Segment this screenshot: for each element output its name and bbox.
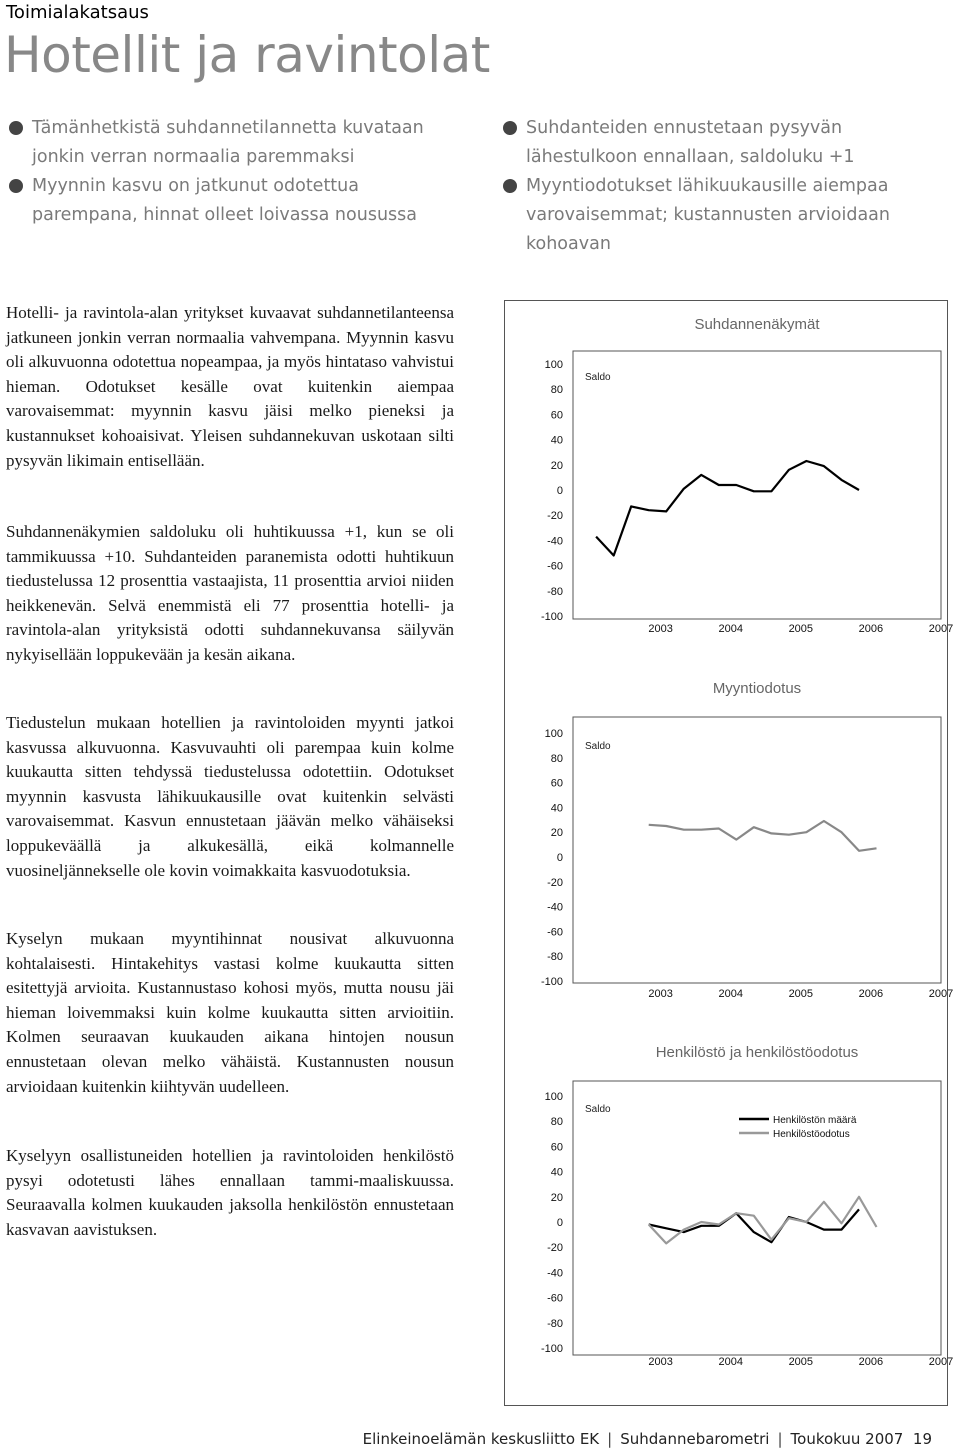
bullet-icon xyxy=(503,179,517,193)
chart-svg xyxy=(505,1031,954,1405)
y-axis-label: Saldo xyxy=(585,741,611,752)
x-tick-label: 2007 xyxy=(928,623,954,635)
y-tick-label: 100 xyxy=(544,1091,563,1103)
plot-area xyxy=(573,1081,941,1355)
chart-henkilosto xyxy=(505,1031,954,1405)
y-tick-label: -60 xyxy=(547,1292,563,1305)
x-tick-label: 2005 xyxy=(788,1356,814,1368)
y-tick-label: -100 xyxy=(540,611,563,623)
y-tick-label: -20 xyxy=(547,876,563,889)
y-tick-label: -60 xyxy=(547,560,563,573)
highlights-right xyxy=(502,114,942,259)
y-tick-label: 60 xyxy=(550,1141,563,1154)
y-tick-label: -20 xyxy=(547,1242,563,1255)
highlight-text: Suhdanteiden ennustetaan pysyvän lähestulkoon ennallaan, saldoluku +1 xyxy=(526,118,855,167)
x-tick-label: 2004 xyxy=(718,988,743,1000)
y-tick-label: -80 xyxy=(547,585,563,598)
section-label: Toimialakatsaus xyxy=(6,2,149,23)
body-paragraph: Kyselyn mukaan myyntihinnat nousivat alkuvuonna kohtalaisesti. Hintakehitys vastasi kolme kuukautta sitten esitettyjä arvioita. Kustannustaso kohosi myös, mutta nousu jäi hieman loivemmaksi kuin kolme kuukautta sitten arvioitiin. Kolmen seuraavan kuukauden aikana hintojen nousun ennustetaan olevan melko vähäistä. Kustannusten nousun arvioidaan kuitenkin kiihtyvän uudelleen. xyxy=(6,929,454,1096)
plot-area xyxy=(573,717,941,983)
x-tick-label: 2003 xyxy=(648,1356,673,1368)
y-axis-label: Saldo xyxy=(585,372,611,383)
y-tick-label: -40 xyxy=(547,535,563,548)
x-tick-label: 2005 xyxy=(788,988,814,1000)
x-tick-label: 2006 xyxy=(858,1356,884,1368)
x-tick-label: 2004 xyxy=(718,1356,743,1368)
y-tick-label: 0 xyxy=(556,852,563,864)
highlight-item xyxy=(502,172,942,259)
chart-myyntiodotus xyxy=(505,667,954,1031)
y-tick-label: 0 xyxy=(556,1217,563,1229)
y-tick-label: -60 xyxy=(547,926,563,939)
bullet-icon xyxy=(9,179,23,193)
series-line xyxy=(596,461,859,556)
legend-label: Henkilöstöodotus xyxy=(773,1129,850,1140)
highlight-text: Tämänhetkistä suhdannetilannetta kuvataan jonkin verran normaalia paremmaksi xyxy=(32,118,424,167)
y-tick-label: -80 xyxy=(547,1317,563,1330)
chart-title: Henkilöstö ja henkilöstöodotus xyxy=(655,1044,859,1061)
x-tick-label: 2003 xyxy=(648,988,673,1000)
footer-separator: | xyxy=(607,1430,613,1448)
y-tick-label: -40 xyxy=(547,1267,563,1280)
y-tick-label: 20 xyxy=(550,1191,563,1204)
charts-panel xyxy=(504,300,954,1406)
chart-svg xyxy=(505,301,954,667)
y-tick-label: 100 xyxy=(544,359,563,371)
chart-title: Suhdannenäkymät xyxy=(694,316,820,333)
chart-suhdannenakymat xyxy=(505,301,954,667)
y-tick-label: 20 xyxy=(550,459,563,472)
plot-area xyxy=(573,351,941,619)
highlight-item xyxy=(8,172,448,230)
page-title: Hotellit ja ravintolat xyxy=(4,26,490,84)
x-tick-label: 2007 xyxy=(928,1356,954,1368)
highlight-text: Myynnin kasvu on jatkunut odotettua parempana, hinnat olleet loivassa nousussa xyxy=(32,176,417,225)
y-tick-label: 20 xyxy=(550,827,563,840)
y-tick-label: 40 xyxy=(550,802,563,815)
chart-svg xyxy=(505,667,954,1031)
highlights-left xyxy=(8,114,448,230)
series-line xyxy=(649,1209,859,1242)
body-paragraph: Tiedustelun mukaan hotellien ja ravintoloiden myynti jatkoi kasvussa alkuvuonna. Kasvuvauhti oli parempaa kuin kolme kuukautta sitten tehdyssä tiedustelussa odotettiin. Odotukset myynnin kasvusta lähikuukausille ovat kuitenkin selvästi varovaisemmat. Kasvun ennustetaan jäävän melko vähäiseksi loppukeväällä ja alkukesällä, eikä kolmannelle vuosineljännekselle ole kovin voimakkaita kasvuodotuksia. xyxy=(6,713,454,880)
y-tick-label: -20 xyxy=(547,510,563,523)
page-footer xyxy=(363,1430,932,1448)
y-axis-label: Saldo xyxy=(585,1104,611,1115)
x-tick-label: 2003 xyxy=(648,623,673,635)
y-tick-label: -40 xyxy=(547,901,563,914)
page-number: 19 xyxy=(912,1430,932,1448)
highlight-item xyxy=(8,114,448,172)
y-tick-label: 80 xyxy=(550,384,563,397)
body-paragraph: Suhdannenäkymien saldoluku oli huhtikuussa +1, kun se oli tammikuussa +10. Suhdanteiden paranemista odotti huhtikuun tiedustelussa 12 prosenttia vastaajista, 11 prosenttia arvioi niiden heikkenevän. Selvä enemmistä eli 77 prosenttia hotelli- ja ravintola-alan yrityksistä odotti suhdannekuvansa säilyvän nykyisellään loppukevään ja kesän aikana. xyxy=(6,522,454,664)
x-tick-label: 2005 xyxy=(788,623,814,635)
x-tick-label: 2007 xyxy=(928,988,954,1000)
highlight-text: Myyntiodotukset lähikuukausille aiempaa varovaisemmat; kustannusten arvioidaan kohoavan xyxy=(526,176,890,254)
y-tick-label: 40 xyxy=(550,1166,563,1179)
y-tick-label: -100 xyxy=(540,1343,563,1355)
y-tick-label: -100 xyxy=(540,976,563,988)
chart-title: Myyntiodotus xyxy=(712,680,802,697)
bullet-icon xyxy=(503,121,517,135)
y-tick-label: 80 xyxy=(550,1116,563,1129)
y-tick-label: 40 xyxy=(550,434,563,447)
y-tick-label: 100 xyxy=(544,728,563,740)
body-paragraph: Kyselyyn osallistuneiden hotellien ja ravintoloiden henkilöstö pysyi odotetusti lähes ennallaan tammi-maaliskuussa. Seuraavalla kolmen kuukauden jaksolla henkilöstön ennustetaan kasvavan aavistuksen. xyxy=(6,1146,454,1239)
highlight-item xyxy=(502,114,942,172)
bullet-icon xyxy=(9,121,23,135)
y-tick-label: 0 xyxy=(556,485,563,497)
x-tick-label: 2006 xyxy=(858,623,884,635)
y-tick-label: -80 xyxy=(547,951,563,964)
footer-separator: | xyxy=(777,1430,783,1448)
x-tick-label: 2004 xyxy=(718,623,743,635)
x-tick-label: 2006 xyxy=(858,988,884,1000)
footer-date: Toukokuu 2007 xyxy=(790,1430,904,1448)
y-tick-label: 60 xyxy=(550,409,563,422)
body-paragraph: Hotelli- ja ravintola-alan yritykset kuvaavat suhdannetilanteensa jatkuneen jonkin verran normaalia vahvempana. Myynnin kasvu oli alkuvuonna odotettua nopeampaa, ja myös hintataso vahvistui hieman. Odotukset kesälle ovat kuitenkin aiempaa varovaisemmat: myynnin kasvu jäisi melko pieneksi ja kustannukset kohoaisivat. Yleisen suhdannekuvan uskotaan silti pysyvän likimain entisellään. xyxy=(6,303,454,470)
legend-label: Henkilöstön määrä xyxy=(773,1115,857,1126)
y-tick-label: 80 xyxy=(550,752,563,765)
footer-org: Elinkeinoelämän keskusliitto EK xyxy=(362,1430,600,1448)
footer-publication: Suhdannebarometri xyxy=(620,1430,770,1448)
series-line xyxy=(649,821,877,851)
y-tick-label: 60 xyxy=(550,777,563,790)
